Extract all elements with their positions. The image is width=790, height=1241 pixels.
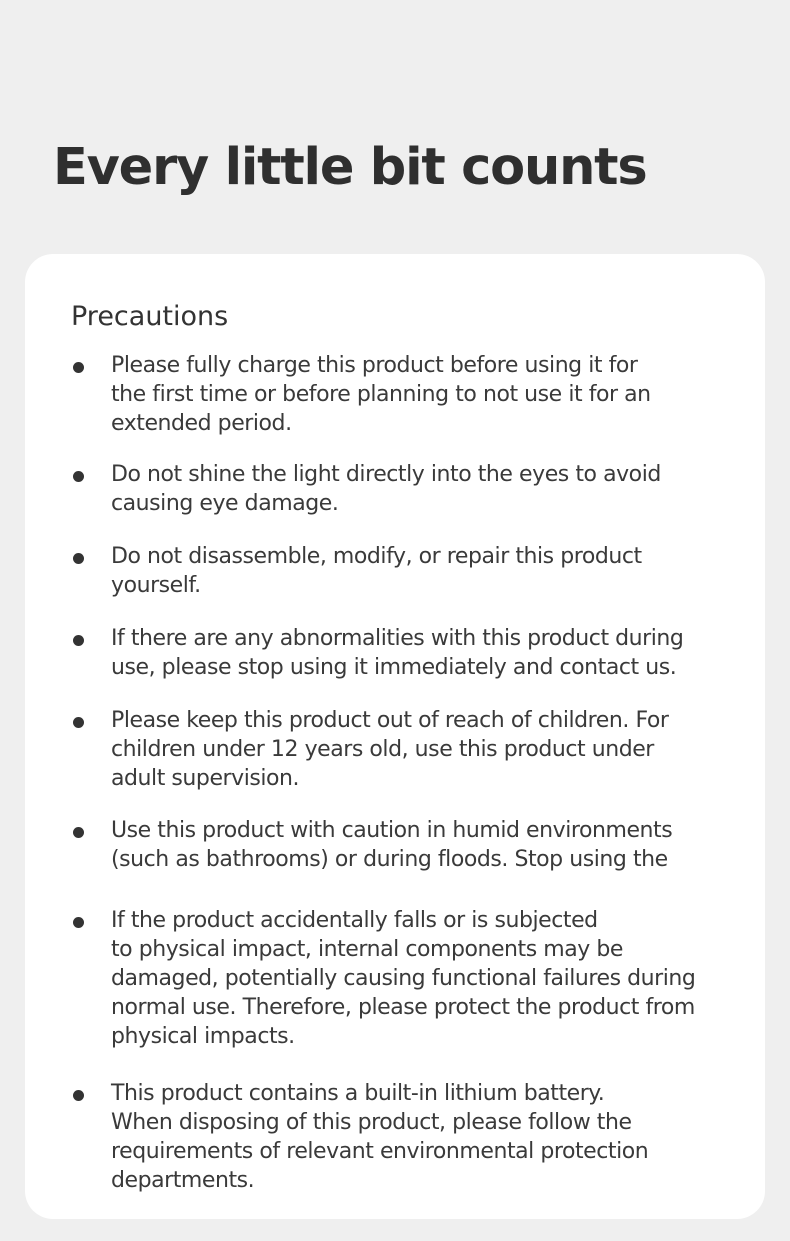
bullet-dot <box>73 635 84 646</box>
precaution-text: If there are any abnormalities with this product during use, please stop using it immediately and contact us. <box>111 626 684 680</box>
precaution-text: If the product accidentally falls or is subjected to physical impact, internal components may be damaged, potentially causing functional failures during normal use. Therefore, please protect the product from physical impacts. <box>111 908 696 1049</box>
bullet-dot <box>73 717 84 728</box>
precaution-text: Please fully charge this product before using it for the first time or before planning to not use it for an extended period. <box>111 353 651 436</box>
bullet-dot <box>73 471 84 482</box>
precaution-text: Do not disassemble, modify, or repair this product yourself. <box>111 544 642 598</box>
page-headline: Every little bit counts <box>53 138 647 197</box>
bullet-dot <box>73 1090 84 1101</box>
bullet-dot <box>73 917 84 928</box>
precaution-text: Please keep this product out of reach of children. For children under 12 years old, use this product under adult supervision. <box>111 708 669 791</box>
precautions-title: Precautions <box>71 301 229 332</box>
precaution-text: Use this product with caution in humid environments (such as bathrooms) or during floods. Stop using the <box>111 818 673 872</box>
precaution-text: This product contains a built-in lithium battery. When disposing of this product, please follow the requirements of relevant environmental protection departments. <box>111 1081 649 1193</box>
bullet-dot <box>73 827 84 838</box>
precautions-card <box>25 254 765 1219</box>
precaution-text: Do not shine the light directly into the eyes to avoid causing eye damage. <box>111 462 661 516</box>
bullet-dot <box>73 362 84 373</box>
bullet-dot <box>73 553 84 564</box>
